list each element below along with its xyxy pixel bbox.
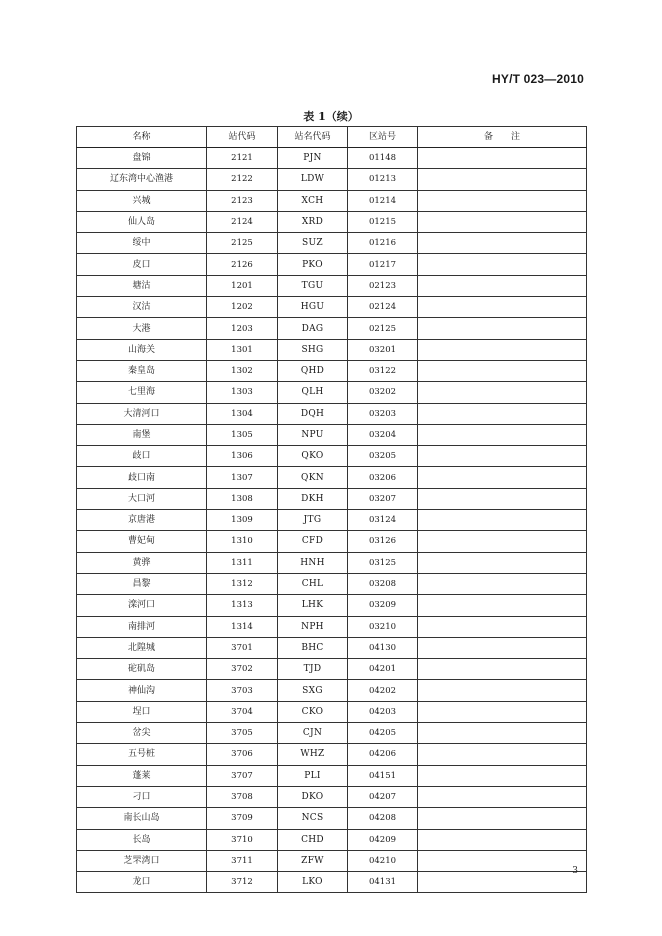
table-row bbox=[77, 872, 587, 893]
cell-name: 昌黎 bbox=[77, 573, 207, 594]
cell-name-code: QHD bbox=[278, 360, 348, 381]
cell-name: 芝罘湾口 bbox=[77, 850, 207, 871]
cell-zone-id: 04201 bbox=[348, 659, 418, 680]
table-row bbox=[77, 446, 587, 467]
cell-station-code: 2123 bbox=[207, 190, 278, 211]
cell-remark bbox=[418, 254, 587, 275]
cell-station-code: 1202 bbox=[207, 297, 278, 318]
table-row bbox=[77, 637, 587, 658]
cell-remark bbox=[418, 510, 587, 531]
table-row bbox=[77, 318, 587, 339]
cell-name: 大港 bbox=[77, 318, 207, 339]
cell-name: 滦河口 bbox=[77, 595, 207, 616]
cell-station-code: 1304 bbox=[207, 403, 278, 424]
cell-name-code: HGU bbox=[278, 297, 348, 318]
cell-remark bbox=[418, 488, 587, 509]
cell-zone-id: 03209 bbox=[348, 595, 418, 616]
cell-station-code: 1203 bbox=[207, 318, 278, 339]
cell-name-code: XRD bbox=[278, 211, 348, 232]
cell-name: 龙口 bbox=[77, 872, 207, 893]
table-row bbox=[77, 659, 587, 680]
table-row bbox=[77, 254, 587, 275]
cell-zone-id: 03208 bbox=[348, 573, 418, 594]
cell-name: 南堡 bbox=[77, 424, 207, 445]
cell-station-code: 1313 bbox=[207, 595, 278, 616]
cell-remark bbox=[418, 616, 587, 637]
cell-zone-id: 03205 bbox=[348, 446, 418, 467]
cell-zone-id: 03125 bbox=[348, 552, 418, 573]
table-row bbox=[77, 786, 587, 807]
cell-name: 砣矶岛 bbox=[77, 659, 207, 680]
cell-name: 兴城 bbox=[77, 190, 207, 211]
cell-name-code: SXG bbox=[278, 680, 348, 701]
cell-station-code: 1310 bbox=[207, 531, 278, 552]
cell-remark bbox=[418, 211, 587, 232]
cell-name-code: PJN bbox=[278, 148, 348, 169]
table-row bbox=[77, 403, 587, 424]
cell-remark bbox=[418, 467, 587, 488]
cell-station-code: 1201 bbox=[207, 275, 278, 296]
table-row bbox=[77, 552, 587, 573]
cell-remark bbox=[418, 318, 587, 339]
cell-zone-id: 02124 bbox=[348, 297, 418, 318]
cell-station-code: 1314 bbox=[207, 616, 278, 637]
cell-station-code: 1312 bbox=[207, 573, 278, 594]
cell-name-code: CJN bbox=[278, 723, 348, 744]
cell-zone-id: 04151 bbox=[348, 765, 418, 786]
cell-name-code: TGU bbox=[278, 275, 348, 296]
cell-remark bbox=[418, 190, 587, 211]
cell-remark bbox=[418, 169, 587, 190]
cell-zone-id: 03122 bbox=[348, 360, 418, 381]
cell-name-code: NPU bbox=[278, 424, 348, 445]
cell-name: 歧口南 bbox=[77, 467, 207, 488]
cell-name-code: PLI bbox=[278, 765, 348, 786]
cell-name-code: LKO bbox=[278, 872, 348, 893]
table-row bbox=[77, 169, 587, 190]
cell-name: 山海关 bbox=[77, 339, 207, 360]
table-row bbox=[77, 680, 587, 701]
cell-station-code: 1308 bbox=[207, 488, 278, 509]
cell-name-code: DKH bbox=[278, 488, 348, 509]
cell-zone-id: 04203 bbox=[348, 701, 418, 722]
cell-remark bbox=[418, 808, 587, 829]
cell-name: 刁口 bbox=[77, 786, 207, 807]
cell-zone-id: 01148 bbox=[348, 148, 418, 169]
cell-name: 黄骅 bbox=[77, 552, 207, 573]
cell-zone-id: 03202 bbox=[348, 382, 418, 403]
cell-remark bbox=[418, 360, 587, 381]
table-row bbox=[77, 233, 587, 254]
cell-name: 秦皇岛 bbox=[77, 360, 207, 381]
table-row bbox=[77, 467, 587, 488]
cell-name: 仙人岛 bbox=[77, 211, 207, 232]
cell-station-code: 3709 bbox=[207, 808, 278, 829]
cell-name: 七里海 bbox=[77, 382, 207, 403]
cell-name: 歧口 bbox=[77, 446, 207, 467]
cell-remark bbox=[418, 744, 587, 765]
cell-remark bbox=[418, 148, 587, 169]
cell-zone-id: 04208 bbox=[348, 808, 418, 829]
cell-station-code: 3708 bbox=[207, 786, 278, 807]
table-row bbox=[77, 850, 587, 871]
cell-name-code: DKO bbox=[278, 786, 348, 807]
cell-remark bbox=[418, 573, 587, 594]
table-row bbox=[77, 701, 587, 722]
cell-zone-id: 03203 bbox=[348, 403, 418, 424]
cell-name-code: JTG bbox=[278, 510, 348, 531]
cell-zone-id: 04202 bbox=[348, 680, 418, 701]
cell-station-code: 1309 bbox=[207, 510, 278, 531]
table-row bbox=[77, 723, 587, 744]
column-header-zone-id: 区站号 bbox=[348, 127, 418, 148]
cell-station-code: 3707 bbox=[207, 765, 278, 786]
cell-name-code: LDW bbox=[278, 169, 348, 190]
cell-remark bbox=[418, 595, 587, 616]
cell-name-code: SHG bbox=[278, 339, 348, 360]
cell-remark bbox=[418, 659, 587, 680]
cell-station-code: 3702 bbox=[207, 659, 278, 680]
cell-remark bbox=[418, 680, 587, 701]
cell-station-code: 3710 bbox=[207, 829, 278, 850]
table-header-row bbox=[77, 127, 587, 148]
cell-remark bbox=[418, 297, 587, 318]
page-number: 3 bbox=[572, 866, 578, 876]
cell-name-code: BHC bbox=[278, 637, 348, 658]
cell-zone-id: 03201 bbox=[348, 339, 418, 360]
cell-name: 南长山岛 bbox=[77, 808, 207, 829]
cell-name: 盘锦 bbox=[77, 148, 207, 169]
table-row bbox=[77, 531, 587, 552]
table-row bbox=[77, 829, 587, 850]
cell-name-code: CHL bbox=[278, 573, 348, 594]
table-row bbox=[77, 808, 587, 829]
cell-station-code: 3705 bbox=[207, 723, 278, 744]
cell-remark bbox=[418, 723, 587, 744]
cell-name: 皮口 bbox=[77, 254, 207, 275]
cell-name-code: HNH bbox=[278, 552, 348, 573]
cell-name-code: CKO bbox=[278, 701, 348, 722]
cell-name: 南排河 bbox=[77, 616, 207, 637]
cell-name: 神仙沟 bbox=[77, 680, 207, 701]
cell-zone-id: 03207 bbox=[348, 488, 418, 509]
cell-zone-id: 02123 bbox=[348, 275, 418, 296]
cell-name-code: CHD bbox=[278, 829, 348, 850]
cell-name-code: LHK bbox=[278, 595, 348, 616]
table-row bbox=[77, 382, 587, 403]
cell-name: 蓬莱 bbox=[77, 765, 207, 786]
cell-station-code: 3706 bbox=[207, 744, 278, 765]
cell-remark bbox=[418, 339, 587, 360]
table-row bbox=[77, 573, 587, 594]
cell-remark bbox=[418, 637, 587, 658]
cell-remark bbox=[418, 552, 587, 573]
cell-name-code: QKO bbox=[278, 446, 348, 467]
station-table bbox=[76, 126, 587, 893]
cell-zone-id: 01217 bbox=[348, 254, 418, 275]
table-row bbox=[77, 744, 587, 765]
cell-remark bbox=[418, 786, 587, 807]
cell-name: 北隍城 bbox=[77, 637, 207, 658]
cell-remark bbox=[418, 701, 587, 722]
cell-station-code: 1301 bbox=[207, 339, 278, 360]
cell-zone-id: 04209 bbox=[348, 829, 418, 850]
cell-remark bbox=[418, 233, 587, 254]
cell-remark bbox=[418, 403, 587, 424]
cell-zone-id: 01213 bbox=[348, 169, 418, 190]
cell-name: 长岛 bbox=[77, 829, 207, 850]
cell-name: 五号桩 bbox=[77, 744, 207, 765]
cell-zone-id: 04131 bbox=[348, 872, 418, 893]
cell-remark bbox=[418, 424, 587, 445]
cell-remark bbox=[418, 446, 587, 467]
table-row bbox=[77, 211, 587, 232]
document-code: HY/T 023—2010 bbox=[492, 72, 584, 86]
cell-remark bbox=[418, 275, 587, 296]
table-row bbox=[77, 616, 587, 637]
column-header-name: 名称 bbox=[77, 127, 207, 148]
cell-station-code: 3703 bbox=[207, 680, 278, 701]
cell-zone-id: 04210 bbox=[348, 850, 418, 871]
column-header-name-code: 站名代码 bbox=[278, 127, 348, 148]
cell-station-code: 1303 bbox=[207, 382, 278, 403]
cell-zone-id: 01214 bbox=[348, 190, 418, 211]
table-row bbox=[77, 190, 587, 211]
cell-zone-id: 03126 bbox=[348, 531, 418, 552]
cell-station-code: 2121 bbox=[207, 148, 278, 169]
cell-name-code: ZFW bbox=[278, 850, 348, 871]
cell-name: 汉沽 bbox=[77, 297, 207, 318]
cell-zone-id: 01215 bbox=[348, 211, 418, 232]
cell-name-code: XCH bbox=[278, 190, 348, 211]
cell-remark bbox=[418, 872, 587, 893]
cell-remark bbox=[418, 382, 587, 403]
cell-name-code: PKO bbox=[278, 254, 348, 275]
cell-name-code: DQH bbox=[278, 403, 348, 424]
cell-name: 埕口 bbox=[77, 701, 207, 722]
cell-zone-id: 02125 bbox=[348, 318, 418, 339]
cell-station-code: 1307 bbox=[207, 467, 278, 488]
table-row bbox=[77, 339, 587, 360]
cell-zone-id: 04130 bbox=[348, 637, 418, 658]
table-caption: 表 1（续） bbox=[303, 110, 359, 123]
cell-station-code: 3711 bbox=[207, 850, 278, 871]
cell-name-code: CFD bbox=[278, 531, 348, 552]
table-row bbox=[77, 297, 587, 318]
cell-station-code: 1305 bbox=[207, 424, 278, 445]
column-header-station-code: 站代码 bbox=[207, 127, 278, 148]
cell-zone-id: 03210 bbox=[348, 616, 418, 637]
cell-station-code: 2124 bbox=[207, 211, 278, 232]
cell-zone-id: 01216 bbox=[348, 233, 418, 254]
table-row bbox=[77, 148, 587, 169]
cell-name-code: SUZ bbox=[278, 233, 348, 254]
cell-name-code: NCS bbox=[278, 808, 348, 829]
cell-station-code: 2122 bbox=[207, 169, 278, 190]
cell-remark bbox=[418, 531, 587, 552]
cell-name: 辽东湾中心渔港 bbox=[77, 169, 207, 190]
cell-zone-id: 04205 bbox=[348, 723, 418, 744]
cell-name: 塘沽 bbox=[77, 275, 207, 296]
cell-name: 京唐港 bbox=[77, 510, 207, 531]
table-row bbox=[77, 360, 587, 381]
cell-station-code: 3704 bbox=[207, 701, 278, 722]
cell-name: 大清河口 bbox=[77, 403, 207, 424]
cell-name: 岔尖 bbox=[77, 723, 207, 744]
table-row bbox=[77, 510, 587, 531]
table-row bbox=[77, 595, 587, 616]
column-header-remark: 备 注 bbox=[418, 127, 587, 148]
table-body bbox=[77, 148, 587, 893]
cell-name: 大口河 bbox=[77, 488, 207, 509]
cell-station-code: 3712 bbox=[207, 872, 278, 893]
cell-name-code: QKN bbox=[278, 467, 348, 488]
table-row bbox=[77, 275, 587, 296]
cell-remark bbox=[418, 829, 587, 850]
cell-name: 绥中 bbox=[77, 233, 207, 254]
cell-station-code: 1311 bbox=[207, 552, 278, 573]
table-row bbox=[77, 488, 587, 509]
cell-name-code: WHZ bbox=[278, 744, 348, 765]
cell-name-code: NPH bbox=[278, 616, 348, 637]
cell-name-code: DAG bbox=[278, 318, 348, 339]
cell-station-code: 3701 bbox=[207, 637, 278, 658]
cell-remark bbox=[418, 765, 587, 786]
cell-station-code: 1306 bbox=[207, 446, 278, 467]
cell-zone-id: 04206 bbox=[348, 744, 418, 765]
cell-remark bbox=[418, 850, 587, 871]
table-row bbox=[77, 765, 587, 786]
cell-station-code: 1302 bbox=[207, 360, 278, 381]
cell-station-code: 2126 bbox=[207, 254, 278, 275]
cell-name-code: TJD bbox=[278, 659, 348, 680]
cell-zone-id: 03124 bbox=[348, 510, 418, 531]
cell-name-code: QLH bbox=[278, 382, 348, 403]
table-row bbox=[77, 424, 587, 445]
cell-zone-id: 04207 bbox=[348, 786, 418, 807]
cell-name: 曹妃甸 bbox=[77, 531, 207, 552]
cell-station-code: 2125 bbox=[207, 233, 278, 254]
cell-zone-id: 03206 bbox=[348, 467, 418, 488]
cell-zone-id: 03204 bbox=[348, 424, 418, 445]
